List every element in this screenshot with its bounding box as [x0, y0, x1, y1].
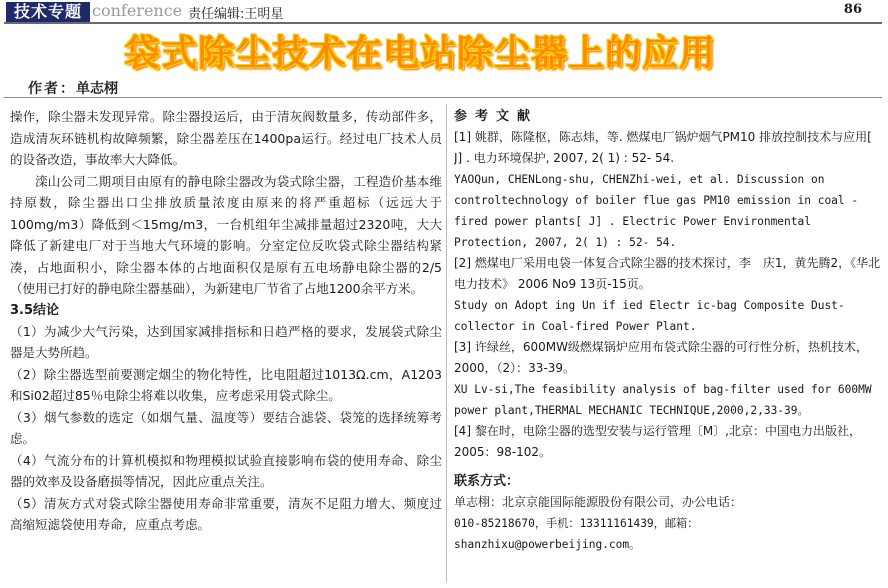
section-badge: 技术专题 [6, 2, 90, 22]
contact-heading: 联系方式： [454, 474, 520, 489]
page-number: 86 [843, 2, 862, 17]
left-column [10, 106, 442, 582]
header-rule [4, 22, 882, 24]
column-divider [446, 104, 447, 582]
reference-4-cn: [4] 黎在时，电除尘器的选型安装与运行管理〔M〕,北京：中国电力出版社，2005：98-102。 [454, 424, 861, 459]
conclusion-item-2: （2）除尘器选型前要测定烟尘的物化特性，比电阻超过1013Ω.cm，A1203和Si02超过85％电除尘将难以收集，应考虑采用袋式除尘。 [10, 366, 442, 403]
conference-label: conference [92, 1, 183, 20]
body-paragraph-2: 滦山公司二期项目由原有的静电除尘器改为袋式除尘器，工程造价基本维持原数，除尘器出口尘排放质量浓度由原来的将严重超标（远远大于100mg/m3）降低到＜15mg/m3，一台机组年尘减排量超过2320吨，大大降低了新建电厂对于当地大气环境的影响。分室定位反吹袋式除尘器结构紧凑，占地面积小，除尘器本体的占地面积仅是原有五电场静电除尘器的2/5（使用已打好的静电除尘器基础），为新建电厂节省了占地1200余平方米。 [10, 173, 442, 296]
author-label: 作者： [28, 81, 76, 97]
right-column [454, 106, 882, 582]
reference-2-cn: [2] 燃煤电厂采用电袋一体复合式除尘器的技术探讨，李 庆1，黄先腾2，《华北电力技术》 2006 No9 13页-15页。 [454, 256, 881, 291]
author-line [28, 78, 118, 98]
section-heading-conclusion: 3.5结论 [10, 302, 60, 318]
reference-1-en: YAOQun, CHENLong-shu, CHENZhi-wei, et al. Discussion on controltechnology of boiler flue gas PM10 emission in coal - fired power plants[ J] . Electric Power Environmental Protection, 2007, 2( 1) : 52- 54. [454, 173, 859, 249]
conclusion-item-3: （3）烟气参数的选定（如烟气量、温度等）要结合滤袋、袋笼的选择统筹考虑。 [10, 409, 442, 446]
contact-line-1: 单志栩：北京京能国际能源股份有限公司，办公电话： [454, 495, 743, 509]
body-paragraph-1: 操作，除尘器未发现异常。除尘器投运后，由于清灰阀数量多，传动部件多，造成清灰环链机构故障频繁，除尘器差压在1400pa运行。经过电厂技术人员的设备改造，事故率大大降低。 [10, 109, 442, 167]
conclusion-item-5: （5）清灰方式对袋式除尘器使用寿命非常重要，清灰不足阻力增大、频度过高缩短滤袋使用寿命，应重点考虑。 [10, 495, 442, 532]
reference-1-cn: [1] 姚群，陈隆枢，陈志炜，等. 燃煤电厂锅炉烟气PM10 排放控制技术与应用[ J] . 电力环境保护, 2007, 2( 1) : 52- 54. [454, 130, 872, 165]
article-title: 袋式除尘技术在电站除尘器上的应用 [124, 33, 717, 74]
conclusion-item-1: （1）为减少大气污染，达到国家减排指标和日趋严格的要求，发展袋式除尘器是大势所趋。 [10, 323, 442, 360]
conclusion-item-4: （4）气流分布的计算机模拟和物理模拟试验直接影响布袋的使用寿命、除尘器的效率及设备磨损等情况，因此应重点关注。 [10, 452, 442, 489]
references-title: 参考文献 [454, 109, 539, 124]
author-name: 单志栩 [76, 81, 118, 97]
reference-3-cn: [3] 许绿丝，600MW级燃煤锅炉应用布袋式除尘器的可行性分析，热机技术，2000，（2）：33-39。 [454, 340, 868, 375]
contact-line-2: 010-85218670，手机：13311161439，邮箱：shanzhixu@powerbeijing.com。 [454, 517, 699, 551]
reference-2-en: Study on Adopt ing Un if ied Electr ic-bag Composite Dust-collector in Coal-fired Power Plant. [454, 299, 845, 333]
reference-3-en: XU Lv-si,The feasibility analysis of bag-filter used for 600MW power plant,THERMAL MECHANIC TECHNIQUE,2000,2,33-39。 [454, 383, 872, 417]
responsible-editor: 责任编辑:王明星 [188, 7, 284, 22]
title-rule [4, 97, 882, 98]
